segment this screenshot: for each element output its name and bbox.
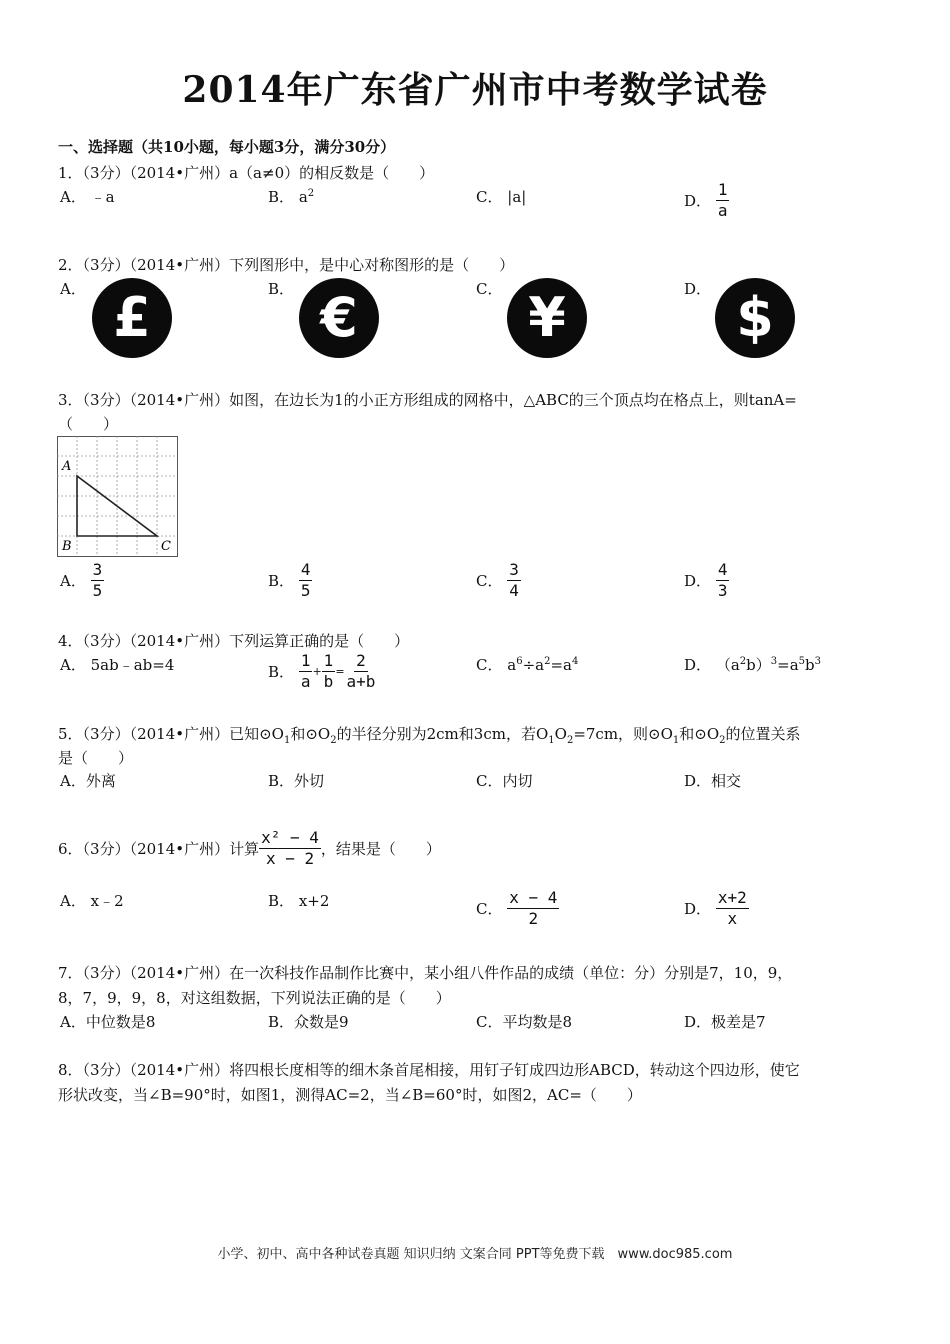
q4-stem: 4．（3分）（2014•广州）下列运算正确的是（ ） [58,632,410,650]
q2-option-a-label: A． [60,280,86,298]
q3-option-c: C． $\frac{3}{4}$ [476,560,519,600]
q3-stem: 3．（3分）（2014•广州）如图，在边长为1的小正方形组成的网格中，△ABC的三个顶点均在格点上，则tanA= [58,391,797,409]
q3-stem-continued: （ ） [58,415,119,433]
q7-option-a: A．中位数是8 [60,1013,156,1031]
q5-option-c: C．内切 [476,772,533,790]
yen-sign-icon: ¥ [507,278,587,358]
vertex-label-c: C [161,539,171,554]
q4-option-b: B． $\frac{1}{a}$ + $\frac{1}{b}$ = $\frac{2}{a+b}$ [268,651,376,691]
q4-option-a: A． 5ab﹣ab=4 [60,656,175,674]
q4-option-c: C． $a^6\div a^2=a^4$ [476,656,579,674]
q2-stem: 2．（3分）（2014•广州）下列图形中，是中心对称图形的是（ ） [58,256,515,274]
q3-option-a: A． $\frac{3}{5}$ [60,560,103,600]
q6-option-d: D． $\frac{x+2}{x}$ [684,888,747,928]
q3-option-b: B． $\frac{4}{5}$ [268,560,311,600]
q8-stem-continued: 形状改变，当∠B=90°时，如图1，测得AC=2，当∠B=60°时，如图2，AC=（ ） [58,1086,642,1104]
q6-option-b: B． x+2 [268,892,330,910]
q5-option-d: D．相交 [684,772,742,790]
q2-option-d-label: D． [684,280,712,298]
q7-option-d: D．极差是7 [684,1013,766,1031]
q1-option-c: C． |a| [476,188,527,206]
q4-option-d: D． $(a^2b)^3=a^5b^3$ [684,656,821,674]
page-title: 2014年广东省广州市中考数学试卷 [182,69,768,111]
q8-stem: 8．（3分）（2014•广州）将四根长度相等的细木条首尾相接，用钉子钉成四边形ABCD，转动这个四边形，使它 [58,1061,800,1079]
q2-option-b-label: B． [268,280,295,298]
vertex-label-b: B [62,539,72,554]
q5-option-a: A．外离 [60,772,116,790]
q7-option-b: B．众数是9 [268,1013,349,1031]
grid-triangle-figure [57,436,178,557]
q7-stem-continued: 8，7，9，9，8，对这组数据，下列说法正确的是（ ） [58,989,451,1007]
q1-option-a: A． ﹣a [60,188,115,206]
euro-sign-icon: € [299,278,379,358]
q5-option-b: B．外切 [268,772,325,790]
q5-stem-continued: 是（ ） [58,749,134,767]
q1-option-d: D． $\frac{1}{a}$ [684,180,728,220]
q1-option-b: B． $a^2$ [268,188,315,206]
page-footer: 小学、初中、高中各种试卷真题 知识归纳 文案合同 PPT等免费下载 www.doc985.com [217,1247,733,1262]
q6-option-a: A． x﹣2 [60,892,124,910]
dollar-sign-icon: $ [715,278,795,358]
q1-stem: 1．（3分）（2014•广州）a（a≠0）的相反数是（ ） [58,164,435,182]
q3-option-d: D． $\frac{4}{3}$ [684,560,728,600]
q6-option-c: C． $\frac{x - 4}{2}$ [476,888,558,928]
section-heading: 一、选择题（共10小题，每小题3分，满分30分） [58,138,396,156]
q5-stem: 5．（3分）（2014•广州）已知$⊙O_1$和$⊙O_2$的半径分别为2cm和3cm，若$O_1O_2=7cm$，则$⊙O_1$和$⊙O_2$的位置关系 [58,725,801,746]
pound-sign-icon: £ [92,278,172,358]
q7-stem: 7．（3分）（2014•广州）在一次科技作品制作比赛中，某小组八件作品的成绩（单位：分）分别是7，10，9， [58,964,793,982]
q6-stem: 6．（3分）（2014•广州）计算 $\frac{\text{x² − 4}}{x - 2}$ ，结果是（ ） [58,828,441,868]
q2-option-c-label: C． [476,280,503,298]
vertex-label-a: A [62,459,72,474]
q7-option-c: C．平均数是8 [476,1013,573,1031]
